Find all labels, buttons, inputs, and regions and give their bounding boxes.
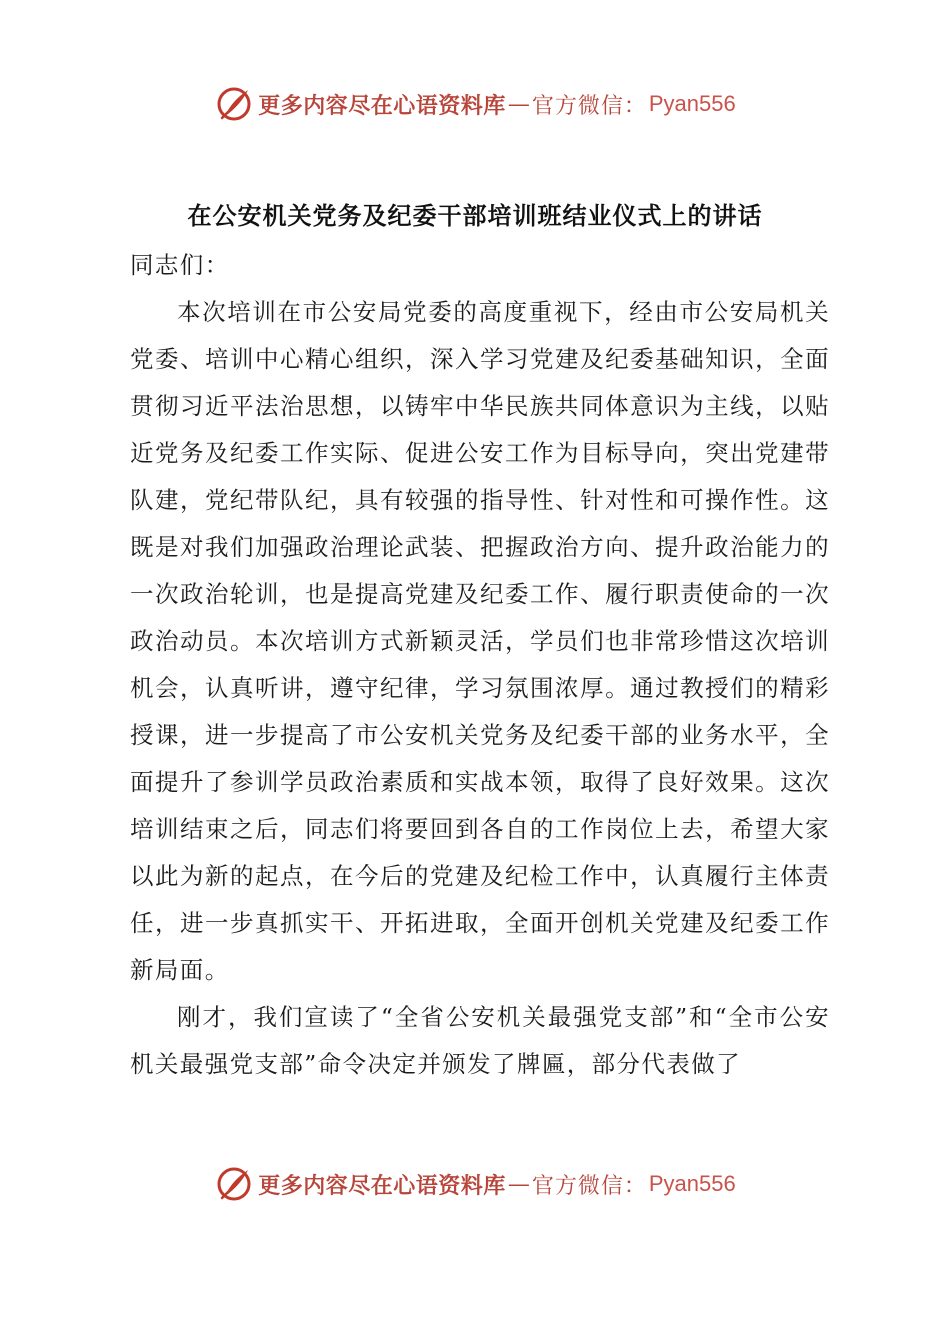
document-title: 在公安机关党务及纪委干部培训班结业仪式上的讲话 [187,201,763,230]
banner-wechat-id: Pyan556 [648,1171,736,1196]
quill-logo-icon [214,1164,254,1204]
quill-logo-icon [214,84,254,124]
banner-wechat-id: Pyan556 [648,91,736,116]
body-paragraph: 本次培训在市公安局党委的高度重视下，经由市公安局机关党委、培训中心精心组织，深入学习党建及纪委基础知识，全面贯彻习近平法治思想，以铸牢中华民族共同体意识为主线，以贴近党务及纪委工作实际、促进公安工作为目标导向，突出党建带队建，党纪带队纪，具有较强的指导性、针对性和可操作性。这既是对我们加强政治理论武装、把握政治方向、提升政治能力的一次政治轮训，也是提高党建及纪委工作、履行职责使命的一次政治动员。本次培训方式新颖灵活，学员们也非常珍惜这次培训机会，认真听讲，遵守纪律，学习氛围浓厚。通过教授们的精彩授课，进一步提高了市公安机关党务及纪委干部的业务水平，全面提升了参训学员政治素质和实战本领，取得了良好效果。这次培训结束之后，同志们将要回到各自的工作岗位上去，希望大家以此为新的起点，在今后的党建及纪检工作中，认真履行主体责任，进一步真抓实干、开拓进取，全面开创机关党建及纪委工作新局面。 [130,298,830,984]
salutation: 同志们： [130,251,230,279]
banner-dash: — [507,91,530,117]
banner-wechat-label: 官方微信： [531,93,647,119]
document-body [130,242,830,1088]
footer-banner [0,1162,950,1206]
banner-brand-text: 更多内容尽在心语资料库 [258,1172,506,1199]
banner-brand-text: 更多内容尽在心语资料库 [258,92,506,119]
header-banner [0,82,950,126]
body-paragraph: 刚才，我们宣读了“全省公安机关最强党支部”和“全市公安机关最强党支部”命令决定并颁发了牌匾，部分代表做了 [130,1003,830,1078]
banner-dash: — [507,1171,530,1197]
banner-wechat-label: 官方微信： [531,1173,647,1199]
